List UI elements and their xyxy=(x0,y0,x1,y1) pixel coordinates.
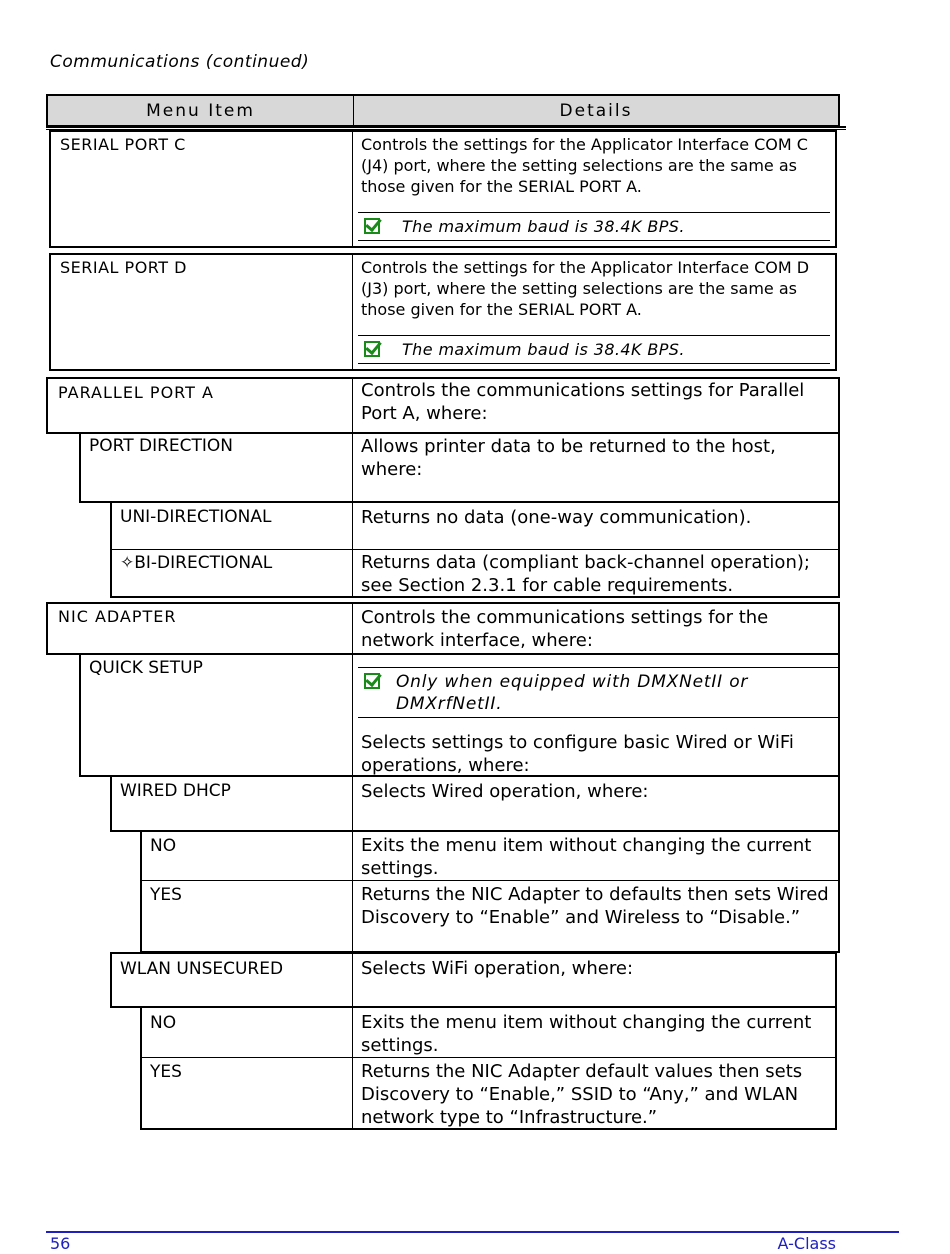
checkbox-check-icon xyxy=(364,218,380,234)
wired-yes-label: YES xyxy=(150,885,182,905)
parallel-port-a-detail: Controls the communications settings for Parallel Port A, where: xyxy=(361,380,805,424)
wired-dhcp-label: WIRED DHCP xyxy=(120,781,231,801)
quick-setup-detail: Selects settings to configure basic Wired or WiFi operations, where: xyxy=(361,732,794,776)
serial-port-d-note: The maximum baud is 38.4K BPS. xyxy=(364,339,824,361)
footer-product: A-Class xyxy=(777,1234,836,1253)
quick-setup-note: Only when equipped with DMXNetII or DMXrfNetII. xyxy=(364,671,794,717)
wlan-yes-label: YES xyxy=(150,1062,182,1082)
row-divider xyxy=(142,880,838,881)
column-header-details: Details xyxy=(559,101,633,121)
wired-no-label: NO xyxy=(150,836,177,856)
uni-directional-label: UNI-DIRECTIONAL xyxy=(120,507,272,527)
serial-port-c-label: SERIAL PORT C xyxy=(60,135,186,154)
note-rule xyxy=(358,240,830,241)
serial-port-c-note: The maximum baud is 38.4K BPS. xyxy=(364,216,824,238)
page-number: 56 xyxy=(50,1234,71,1253)
wlan-yes-detail: Returns the NIC Adapter default values then sets Discovery to “Enable,” SSID to “Any,” and WLAN network type to “Infrastructure.” xyxy=(361,1061,803,1128)
parallel-port-a-label: PARALLEL PORT A xyxy=(58,383,214,402)
port-direction-label: PORT DIRECTION xyxy=(89,436,234,456)
bi-directional-label: ✧BI-DIRECTIONAL xyxy=(120,553,273,573)
wired-yes-detail: Returns the NIC Adapter to defaults then sets Wired Discovery to “Enable” and Wireless to “Disable.” xyxy=(361,884,829,928)
serial-port-d-detail: Controls the settings for the Applicator Interface COM D (J3) port, where the setting selections are the same as those given for the SERIAL PORT A. xyxy=(361,258,810,319)
note-rule xyxy=(358,363,830,364)
column-header-menu-item: Menu Item xyxy=(48,96,354,125)
serial-port-d-label: SERIAL PORT D xyxy=(60,258,187,277)
page-heading: Communications (continued) xyxy=(50,52,310,72)
wlan-no-detail: Exits the menu item without changing the current settings. xyxy=(361,1012,812,1056)
column-divider xyxy=(352,130,353,248)
checkbox-check-icon xyxy=(364,341,380,357)
quick-setup-label: QUICK SETUP xyxy=(89,658,203,678)
column-divider xyxy=(352,253,353,371)
row-divider xyxy=(112,549,838,550)
checkbox-check-icon xyxy=(364,673,380,689)
row-divider xyxy=(142,1057,835,1058)
table-header xyxy=(46,94,840,127)
wlan-unsecured-detail: Selects WiFi operation, where: xyxy=(361,958,634,979)
note-rule xyxy=(358,717,838,718)
nic-adapter-detail: Controls the communications settings for the network interface, where: xyxy=(361,607,769,651)
note-rule xyxy=(358,335,830,336)
note-rule xyxy=(358,212,830,213)
bi-directional-detail: Returns data (compliant back-channel operation); see Section 2.3.1 for cable requirements. xyxy=(361,552,810,596)
footer-rule xyxy=(46,1231,899,1233)
uni-directional-detail: Returns no data (one-way communication). xyxy=(361,507,752,528)
wired-dhcp-detail: Selects Wired operation, where: xyxy=(361,781,649,802)
wired-no-detail: Exits the menu item without changing the current settings. xyxy=(361,835,812,879)
wlan-no-label: NO xyxy=(150,1013,177,1033)
note-rule xyxy=(358,667,838,668)
port-direction-detail: Allows printer data to be returned to the host, where: xyxy=(361,436,776,480)
nic-adapter-label: NIC ADAPTER xyxy=(58,607,177,626)
serial-port-c-detail: Controls the settings for the Applicator Interface COM C (J4) port, where the setting selections are the same as those given for the SERIAL PORT A. xyxy=(361,135,808,196)
wlan-unsecured-label: WLAN UNSECURED xyxy=(120,959,284,979)
